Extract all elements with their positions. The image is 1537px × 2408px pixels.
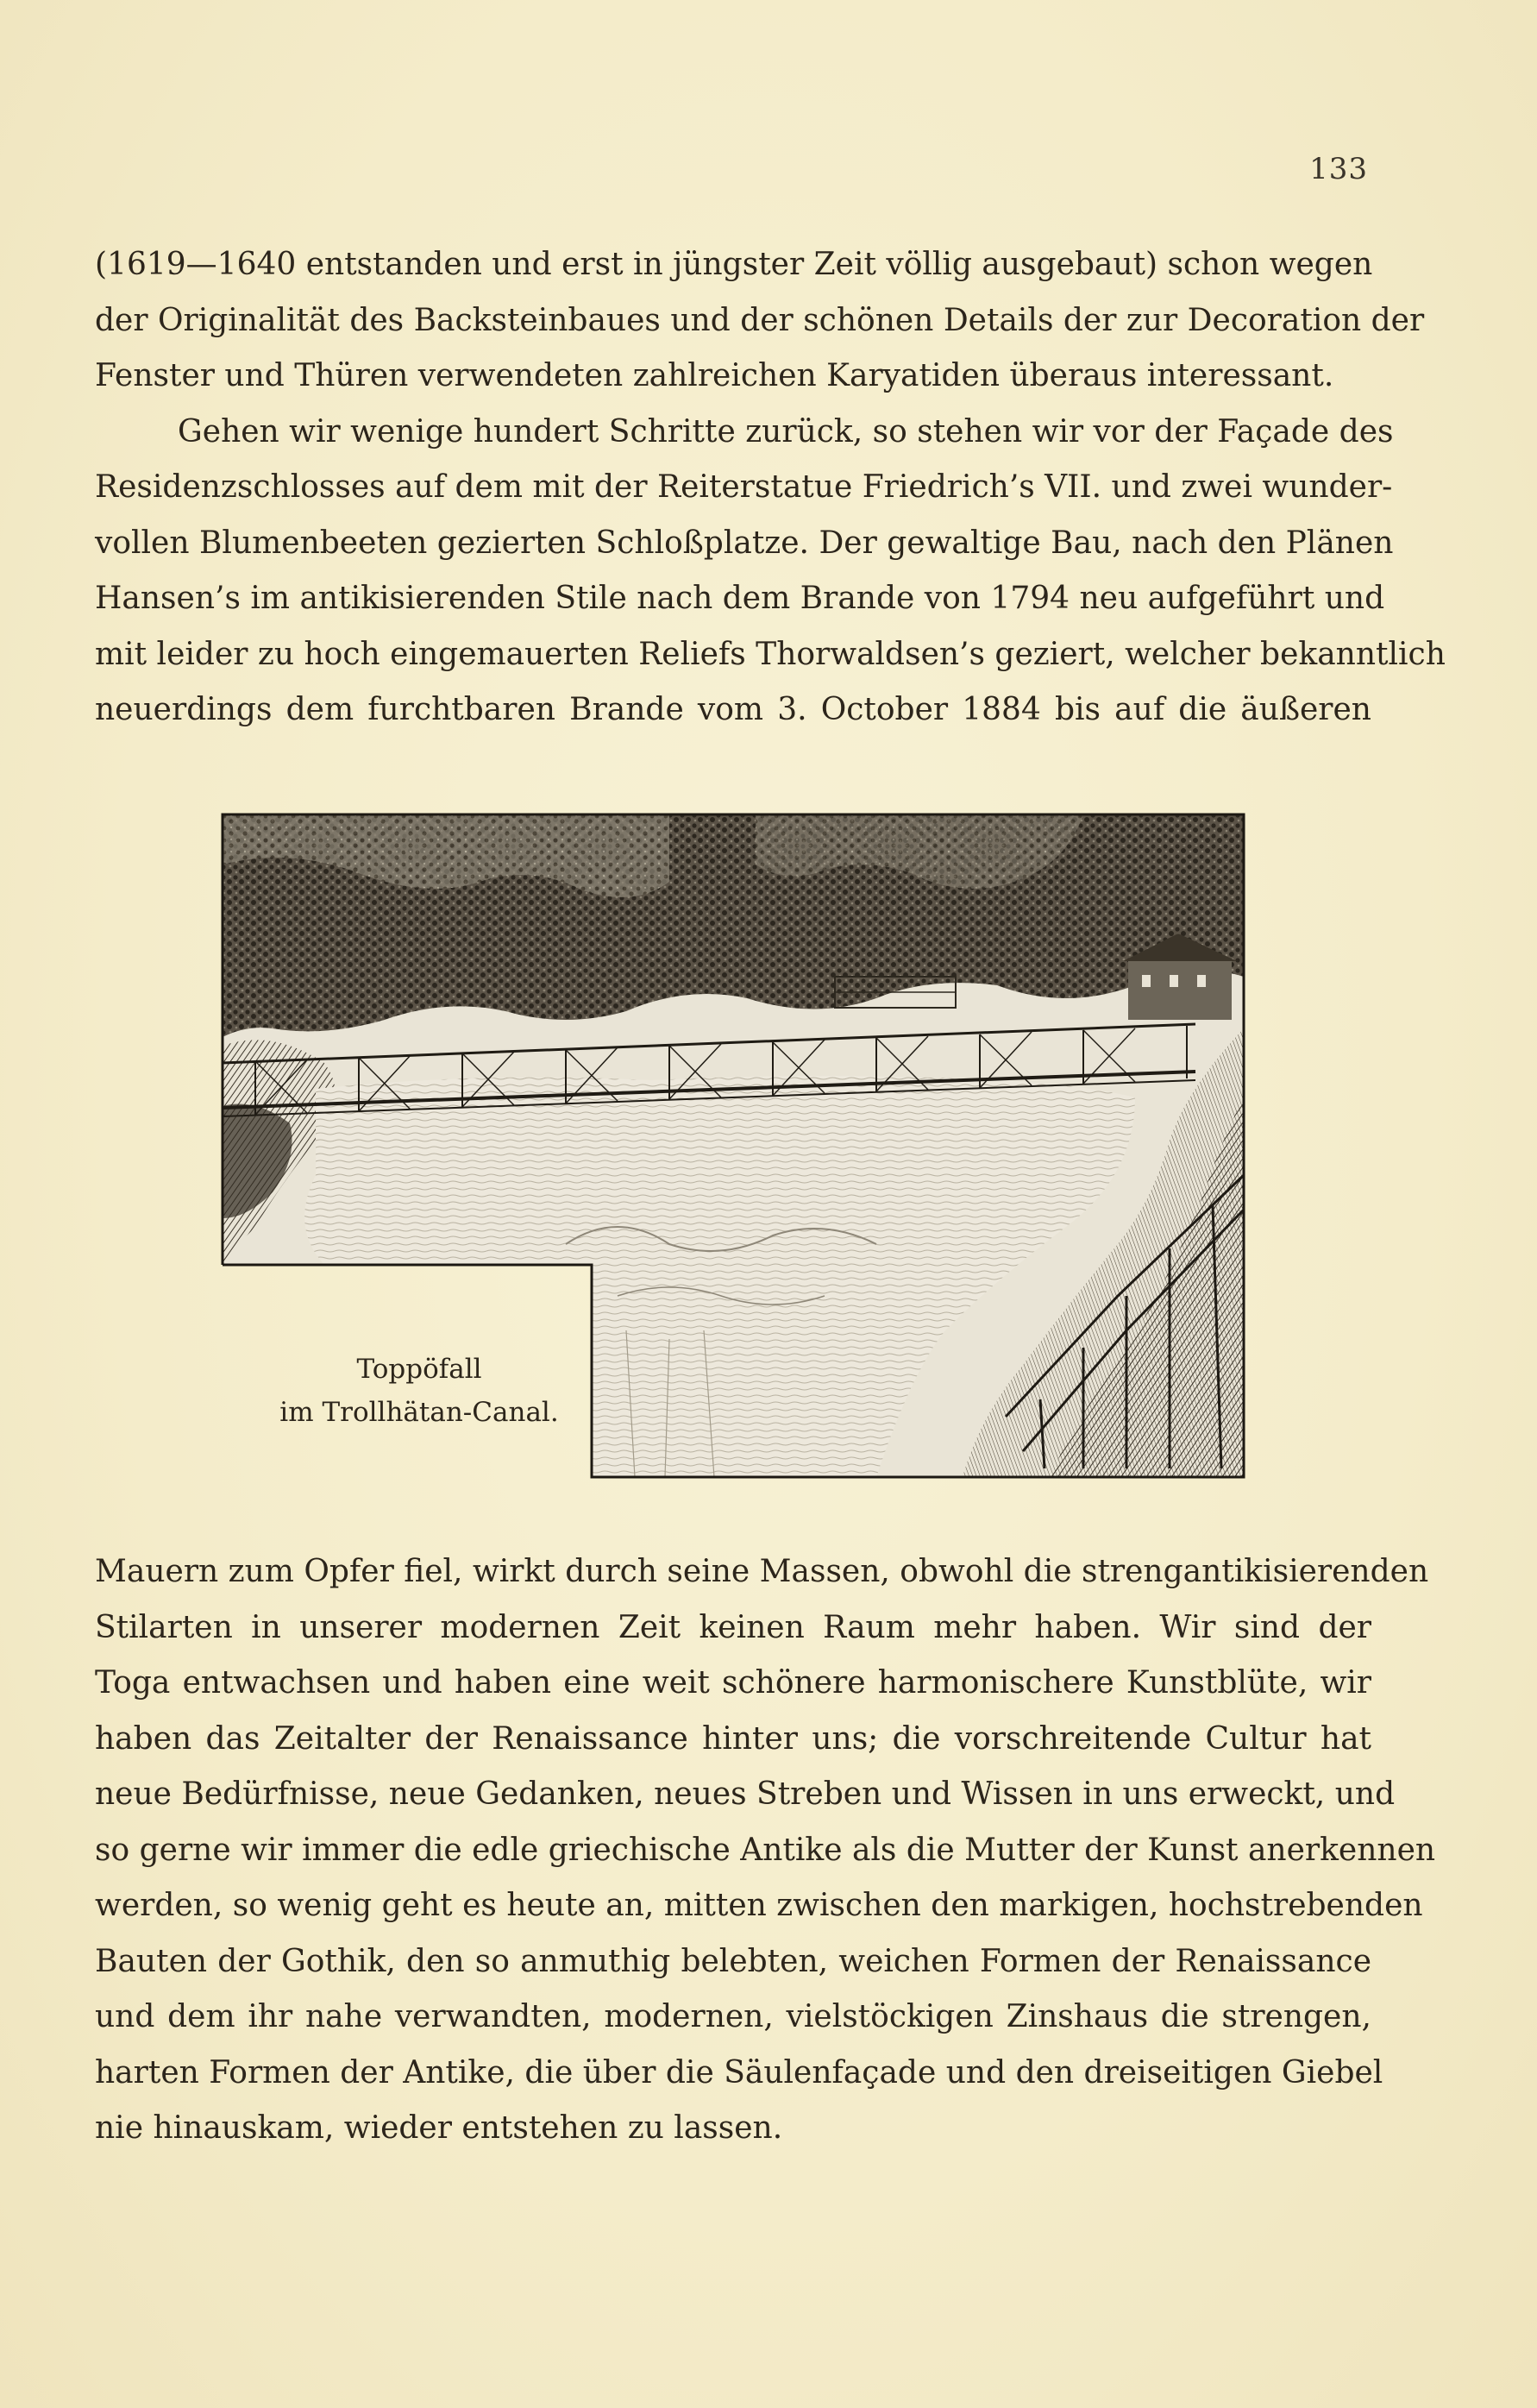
text-line: und dem ihr nahe verwandten, modernen, vielstöckigen Zinshaus die strengen, bbox=[95, 1999, 1371, 2034]
text-line: mit leider zu hoch eingemauerten Reliefs Thorwaldsen’s geziert, welcher bekanntlich bbox=[95, 636, 1446, 672]
text-line: Fenster und Thüren verwendeten zahlreichen Karyatiden überaus interessant. bbox=[95, 358, 1334, 393]
text-line: Mauern zum Opfer fiel, wirkt durch seine Massen, obwohl die strengantikisierenden bbox=[95, 1554, 1429, 1589]
text-line: nie hinauskam, wieder entstehen zu lassen. bbox=[95, 2110, 783, 2146]
text-line: harten Formen der Antike, die über die Säulenfaçade und den dreiseitigen Giebel bbox=[95, 2054, 1383, 2090]
paragraph-1 bbox=[95, 237, 1446, 739]
text-line: (1619—1640 entstanden und erst in jüngster Zeit völlig ausgebaut) schon wegen bbox=[95, 247, 1373, 282]
text-line: Hansen’s im antikisierenden Stile nach dem Brande von 1794 neu aufgeführt und bbox=[95, 581, 1385, 616]
text-line: neuerdings dem furchtbaren Brande vom 3. October 1884 bis auf die äußeren bbox=[95, 692, 1371, 727]
text-line: Stilarten in unserer modernen Zeit keinen Raum mehr haben. Wir sind der bbox=[95, 1609, 1371, 1645]
text-line: der Originalität des Backsteinbaues und der schönen Details der zur Decoration der bbox=[95, 302, 1425, 338]
text-line: haben das Zeitalter der Renaissance hinter uns; die vorschreitende Cultur hat bbox=[95, 1720, 1371, 1757]
caption-line: im Trollhätan-Canal. bbox=[279, 1397, 559, 1428]
waterfall-engraving-figure bbox=[221, 813, 1245, 1481]
paragraph-2 bbox=[95, 1544, 1436, 2157]
text-line: Bauten der Gothik, den so anmuthig belebten, weichen Formen der Renaissance bbox=[95, 1943, 1371, 1979]
caption-line: Toppöfall bbox=[356, 1354, 482, 1385]
text-line: Residenzschlosses auf dem mit der Reiterstatue Friedrich’s VII. und zwei wunder- bbox=[95, 469, 1393, 505]
text-line: vollen Blumenbeeten gezierten Schloßplatze. Der gewaltige Bau, nach den Plänen bbox=[95, 525, 1394, 561]
text-line: Gehen wir wenige hundert Schritte zurück, so stehen wir vor der Façade des bbox=[178, 413, 1394, 450]
text-line: so gerne wir immer die edle griechische Antike als die Mutter der Kunst anerkennen bbox=[95, 1832, 1436, 1868]
text-line: Toga entwachsen und haben eine weit schönere harmonischere Kunstblüte, wir bbox=[95, 1665, 1371, 1701]
page-number: 133 bbox=[1309, 152, 1368, 186]
text-line: werden, so wenig geht es heute an, mitten zwischen den markigen, hochstrebenden bbox=[95, 1888, 1423, 1923]
text-line: neue Bedürfnisse, neue Gedanken, neues Streben und Wissen in uns erweckt, und bbox=[95, 1776, 1396, 1812]
figure-caption bbox=[238, 1348, 600, 1434]
